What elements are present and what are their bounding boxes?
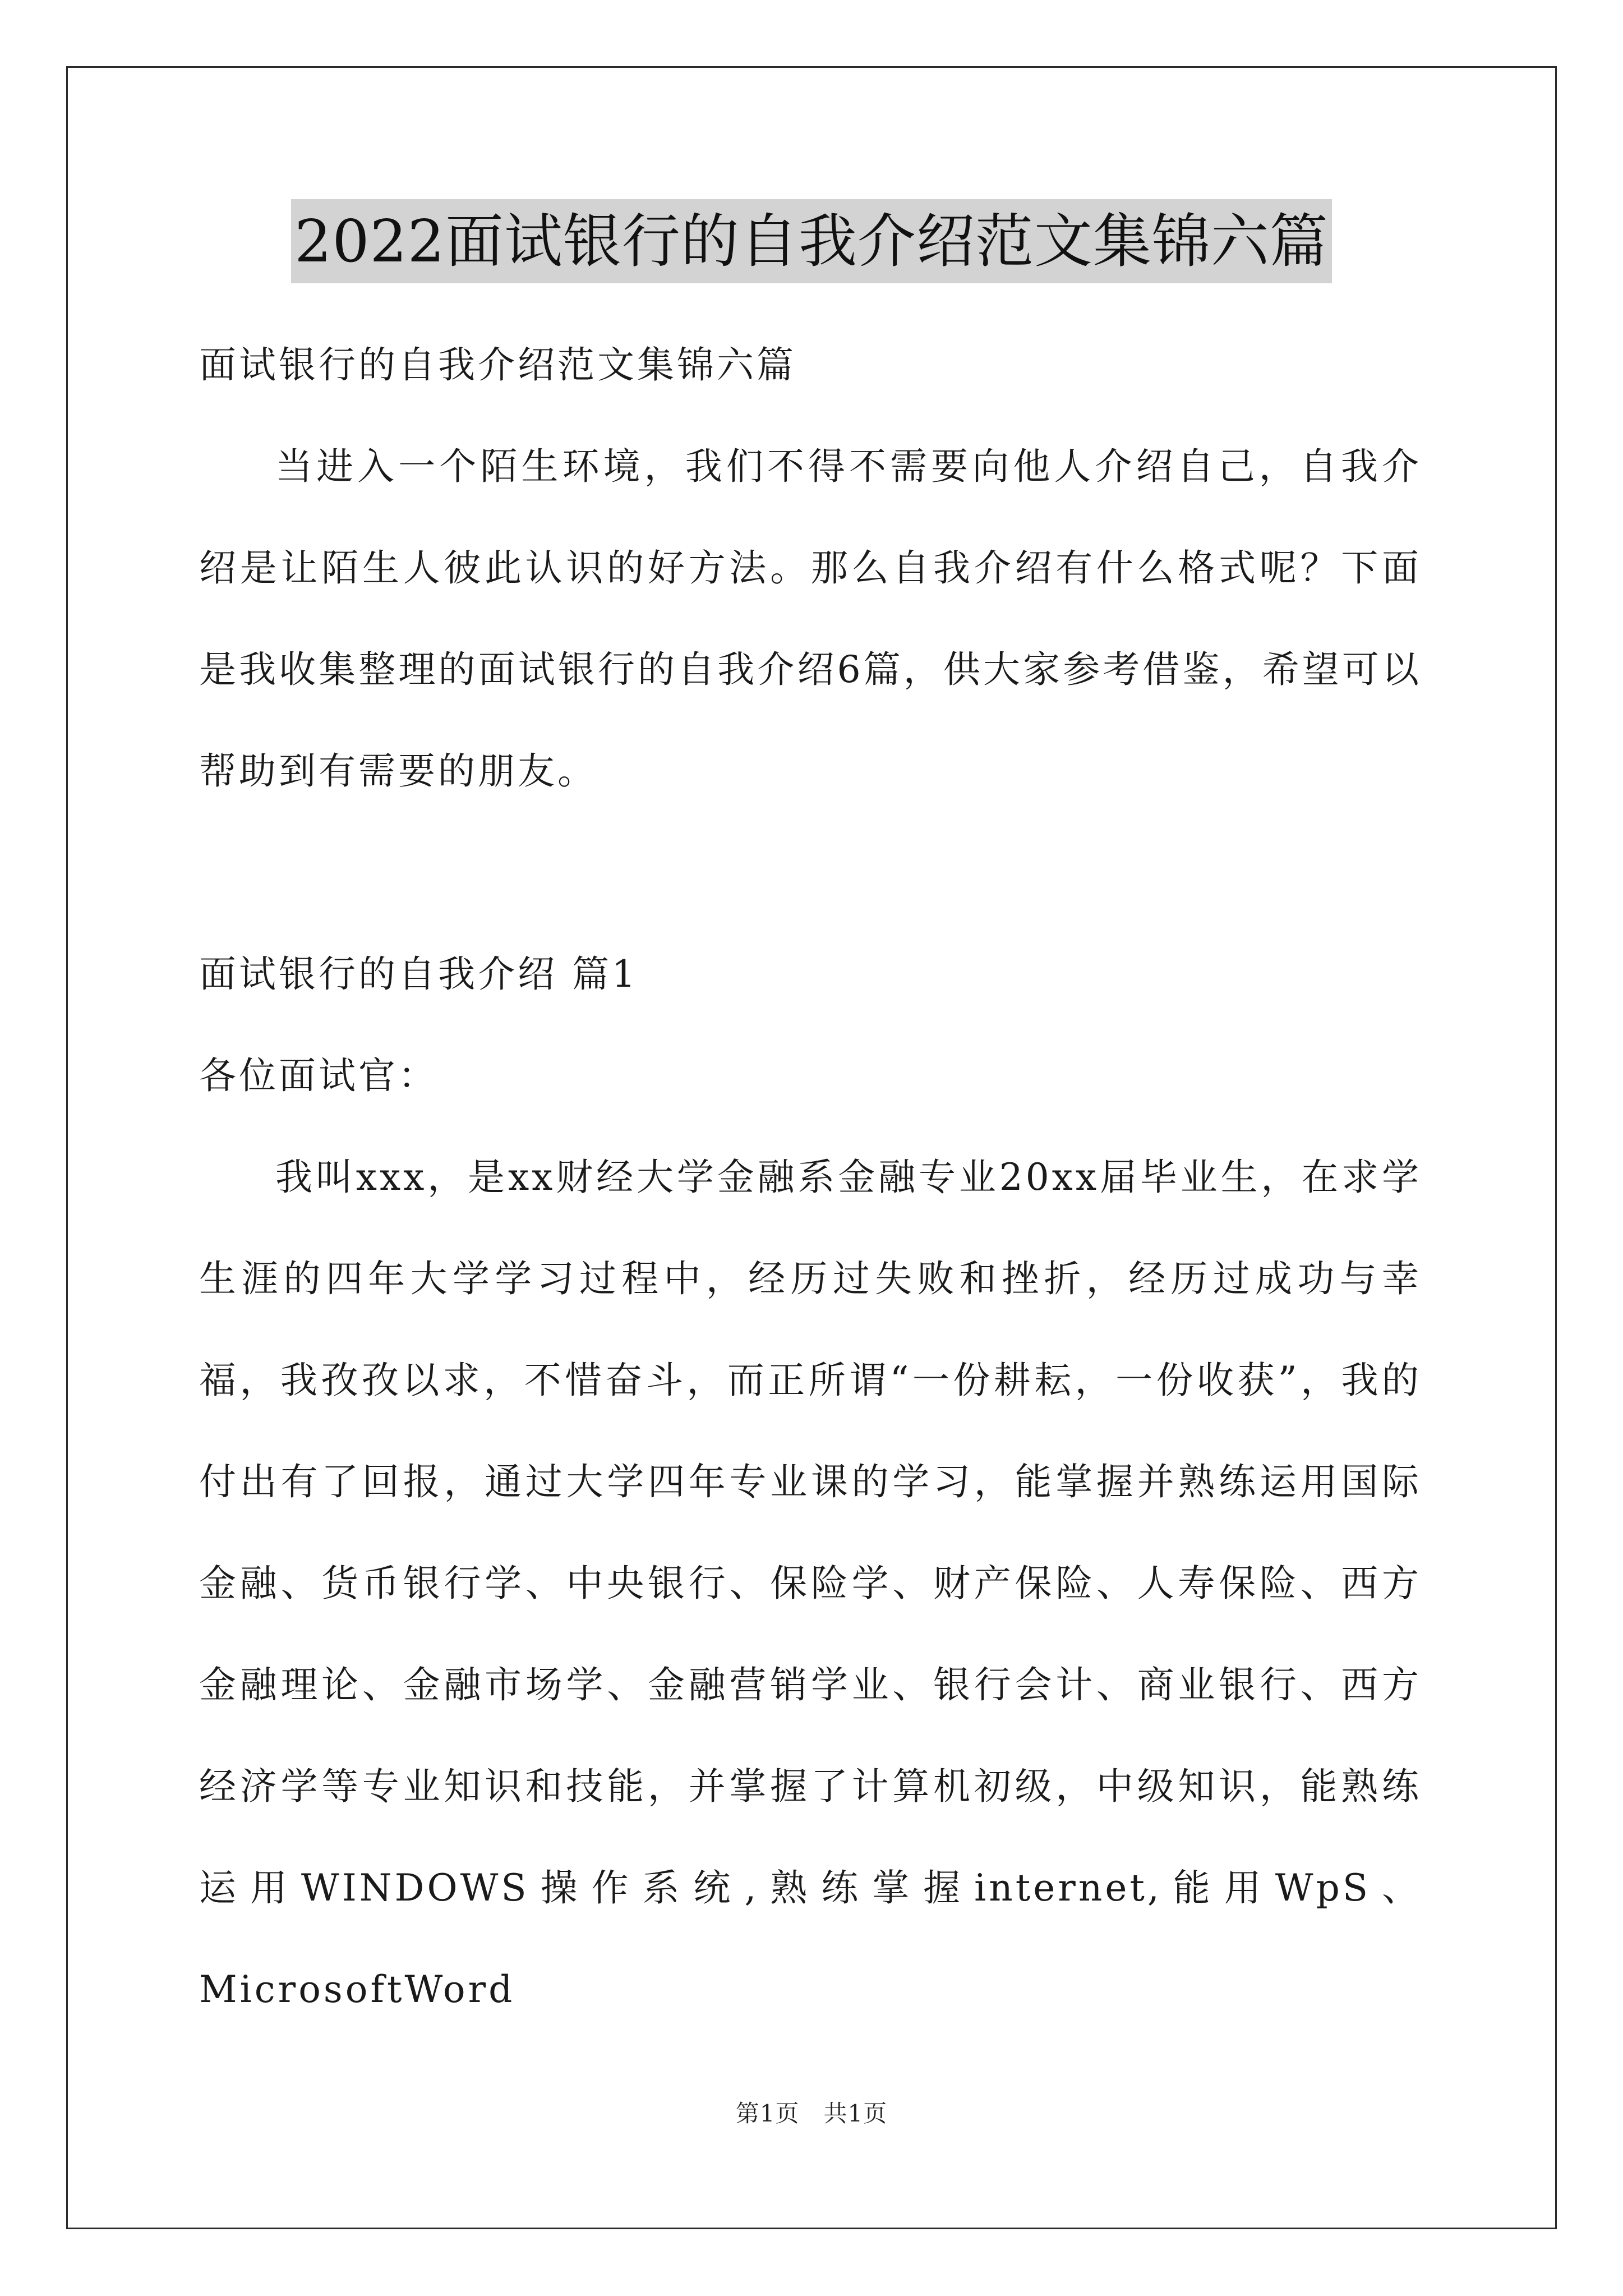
title-container — [0, 199, 1623, 283]
section-heading: 面试银行的自我介绍 篇1 — [199, 953, 638, 996]
section-spacer — [199, 822, 1422, 923]
document-body — [199, 314, 1422, 2040]
intro-paragraph: 当进入一个陌生环境，我们不得不需要向他人介绍自己，自我介绍是让陌生人彼此认识的好方法。那么自我介绍有什么格式呢？下面是我收集整理的面试银行的自我介绍6篇，供大家参考借鉴，希望可以帮助到有需要的朋友。 — [199, 445, 1422, 793]
document-subtitle: 面试银行的自我介绍范文集锦六篇 — [199, 343, 796, 386]
body-paragraph: 我叫xxx，是xx财经大学金融系金融专业20xx届毕业生，在求学生涯的四年大学学习过程中，经历过失败和挫折，经历过成功与幸福，我孜孜以求，不惜奋斗，而正所谓“一份耕耘，一份收获”，我的付出有了回报，通过大学四年专业课的学习，能掌握并熟练运用国际金融、货币银行学、中央银行、保险学、财产保险、人寿保险、西方金融理论、金融市场学、金融营销学业、银行会计、商业银行、西方经济学等专业知识和技能，并掌握了计算机初级，中级知识，能熟练运用WINDOWS操作系统,熟练掌握internet,能用WpS、MicrosoftWord — [199, 1156, 1422, 2011]
greeting-line: 各位面试官： — [199, 1054, 438, 1097]
page-footer: 第1页 共1页 — [735, 2100, 888, 2127]
document-title: 2022面试银行的自我介绍范文集锦六篇 — [291, 199, 1332, 283]
